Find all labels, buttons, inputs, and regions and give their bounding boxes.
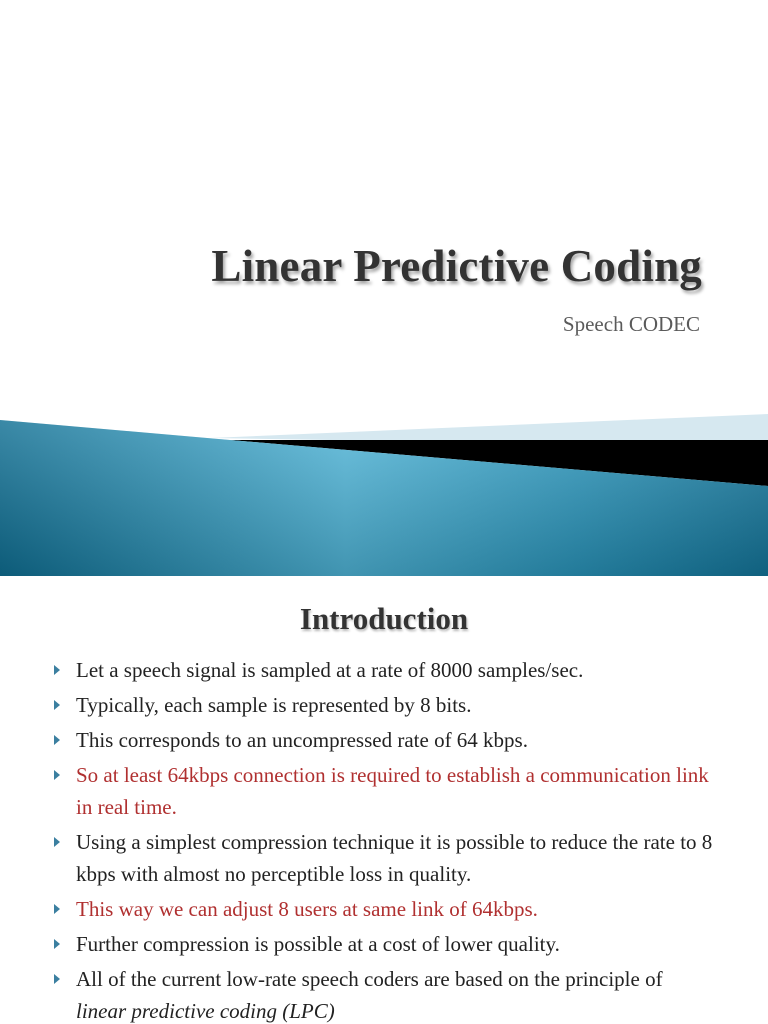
triangle-right-icon <box>54 735 60 745</box>
bullet-text: This corresponds to an uncompressed rate of 64 kbps. <box>76 728 528 752</box>
band-light-stripe <box>210 414 768 440</box>
bullet-item-highlighted <box>52 893 716 925</box>
bullet-text: Typically, each sample is represented by 8 bits. <box>76 693 472 717</box>
bullet-item-highlighted <box>52 759 716 823</box>
triangle-right-icon <box>54 974 60 984</box>
slide-title: Linear Predictive Coding <box>211 241 702 291</box>
triangle-right-icon <box>54 904 60 914</box>
bullet-item <box>52 724 716 756</box>
decorative-wave-band <box>0 400 768 576</box>
bullet-item <box>52 689 716 721</box>
slide-subtitle: Speech CODEC <box>562 312 700 336</box>
slide-title: Introduction <box>299 601 469 636</box>
bullet-text: Further compression is possible at a cost of lower quality. <box>76 932 560 956</box>
bullet-item <box>52 654 716 686</box>
triangle-right-icon <box>54 700 60 710</box>
bullet-list <box>52 654 716 1024</box>
bullet-text: Using a simplest compression technique it is possible to reduce the rate to 8 kbps with almost no perceptible loss in quality. <box>76 830 713 886</box>
bullet-italic-text: linear predictive coding (LPC) <box>76 999 335 1023</box>
bullet-item <box>52 826 716 890</box>
triangle-right-icon <box>54 770 60 780</box>
bullet-text: So at least 64kbps connection is required to establish a communication link in real time. <box>76 763 709 819</box>
bullet-item <box>52 928 716 960</box>
introduction-slide <box>0 576 768 1024</box>
bullet-item <box>52 963 716 1024</box>
bullet-text: All of the current low-rate speech coders are based on the principle of <box>76 967 663 991</box>
triangle-right-icon <box>54 665 60 675</box>
triangle-right-icon <box>54 837 60 847</box>
bullet-text: This way we can adjust 8 users at same link of 64kbps. <box>76 897 538 921</box>
bullet-text: Let a speech signal is sampled at a rate of 8000 samples/sec. <box>76 658 584 682</box>
triangle-right-icon <box>54 939 60 949</box>
